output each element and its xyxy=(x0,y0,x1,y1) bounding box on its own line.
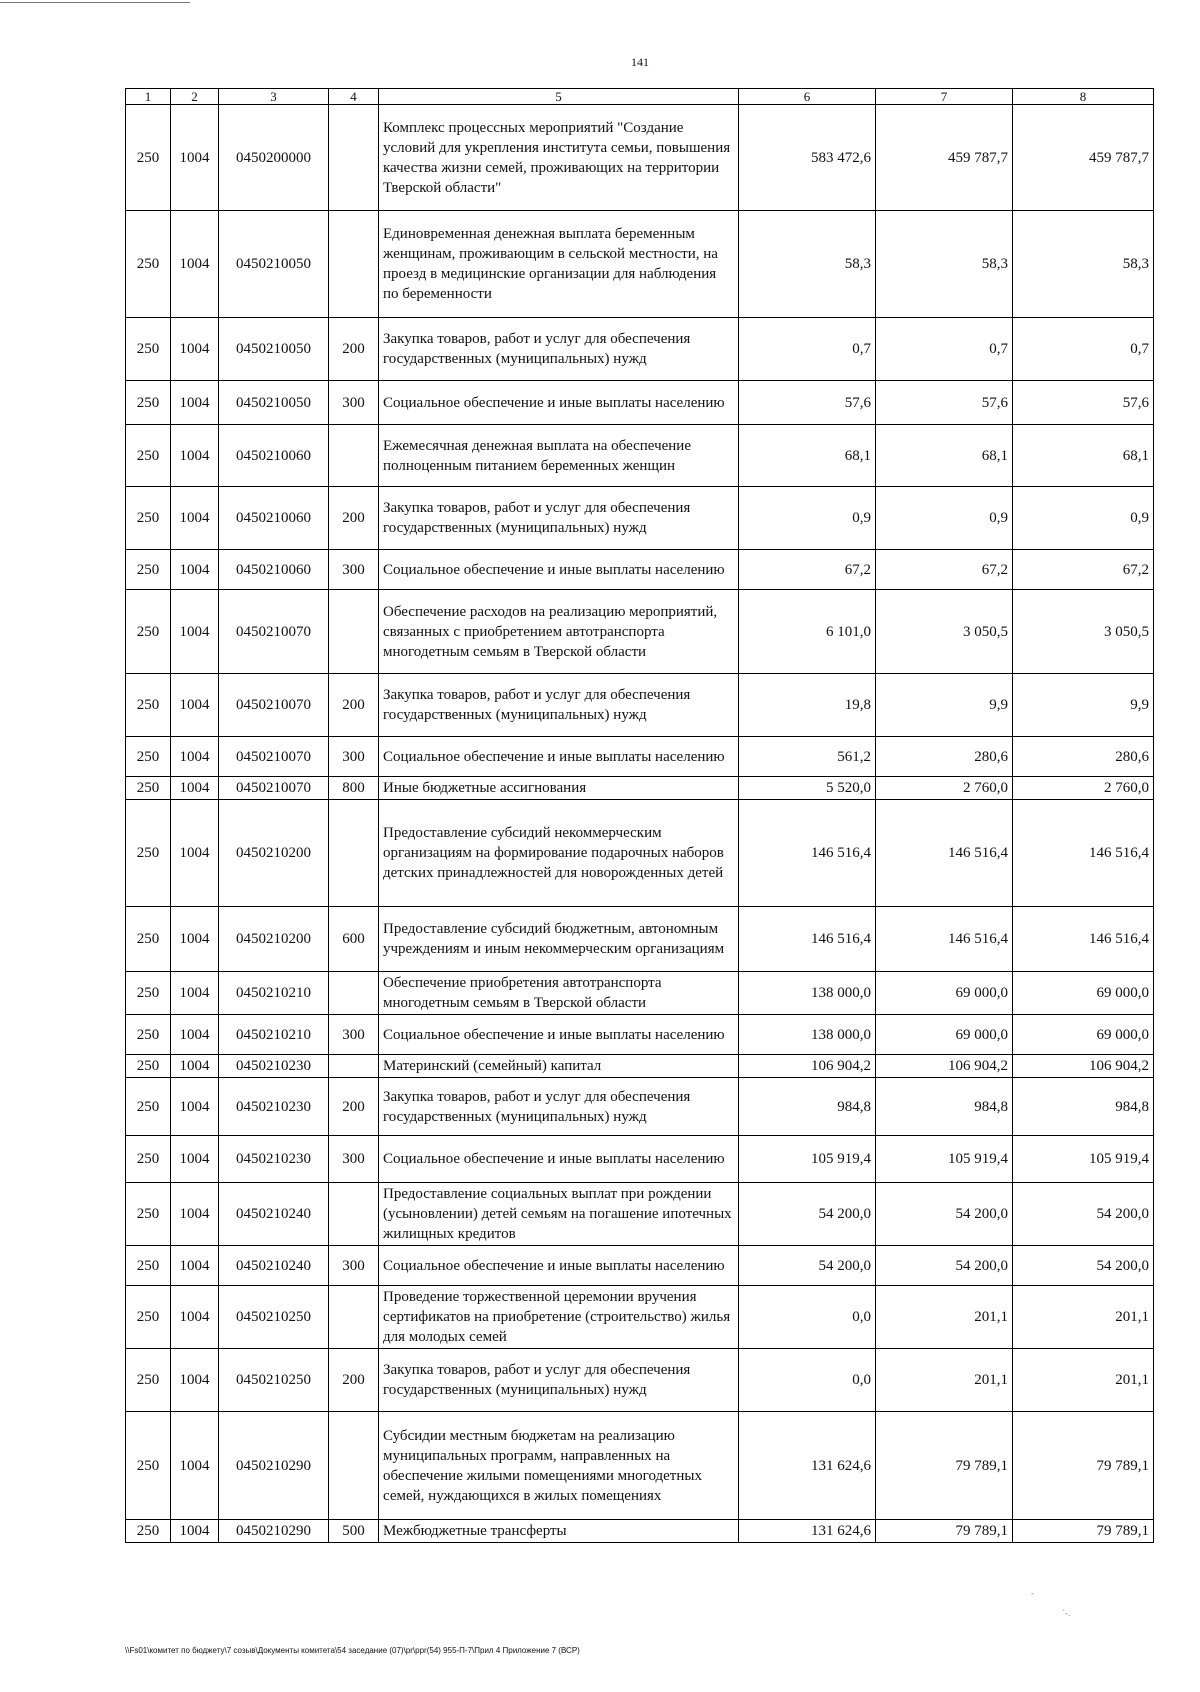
amount-col-6-cell: 105 919,4 xyxy=(739,1136,876,1183)
amount-col-8-cell: 67,2 xyxy=(1013,550,1154,590)
amount-col-7-cell: 79 789,1 xyxy=(876,1412,1013,1520)
table-row xyxy=(126,674,1154,737)
expense-type-code-cell: 300 xyxy=(329,737,379,777)
expense-type-code-cell: 300 xyxy=(329,550,379,590)
amount-col-6-cell: 0,0 xyxy=(739,1349,876,1412)
amount-col-6-cell: 984,8 xyxy=(739,1078,876,1136)
description-cell: Закупка товаров, работ и услуг для обеспечения государственных (муниципальных) нужд xyxy=(379,487,739,550)
section-code-cell: 1004 xyxy=(171,907,219,972)
target-article-code-cell: 0450210250 xyxy=(219,1349,329,1412)
table-row xyxy=(126,777,1154,800)
section-code-cell: 1004 xyxy=(171,105,219,211)
expense-type-code-cell: 300 xyxy=(329,1136,379,1183)
amount-col-6-cell: 5 520,0 xyxy=(739,777,876,800)
amount-col-6-cell: 106 904,2 xyxy=(739,1055,876,1078)
amount-col-6-cell: 138 000,0 xyxy=(739,1015,876,1055)
amount-col-6-cell: 19,8 xyxy=(739,674,876,737)
description-cell: Социальное обеспечение и иные выплаты населению xyxy=(379,1246,739,1286)
section-code-cell: 1004 xyxy=(171,381,219,425)
target-article-code-cell: 0450210250 xyxy=(219,1286,329,1349)
section-code-cell: 1004 xyxy=(171,318,219,381)
table-row xyxy=(126,1520,1154,1543)
rzpr-code-cell: 250 xyxy=(126,1520,171,1543)
amount-col-8-cell: 79 789,1 xyxy=(1013,1412,1154,1520)
rzpr-code-cell: 250 xyxy=(126,1136,171,1183)
table-row xyxy=(126,907,1154,972)
table-row xyxy=(126,972,1154,1015)
amount-col-7-cell: 201,1 xyxy=(876,1349,1013,1412)
expense-type-code-cell: 200 xyxy=(329,1078,379,1136)
amount-col-8-cell: 0,7 xyxy=(1013,318,1154,381)
amount-col-7-cell: 0,7 xyxy=(876,318,1013,381)
target-article-code-cell: 0450210070 xyxy=(219,737,329,777)
target-article-code-cell: 0450210070 xyxy=(219,777,329,800)
rzpr-code-cell: 250 xyxy=(126,1183,171,1246)
rzpr-code-cell: 250 xyxy=(126,737,171,777)
rzpr-code-cell: 250 xyxy=(126,907,171,972)
rzpr-code-cell: 250 xyxy=(126,777,171,800)
table-body xyxy=(126,105,1154,1543)
amount-col-8-cell: 459 787,7 xyxy=(1013,105,1154,211)
amount-col-8-cell: 2 760,0 xyxy=(1013,777,1154,800)
target-article-code-cell: 0450210230 xyxy=(219,1136,329,1183)
description-cell: Межбюджетные трансферты xyxy=(379,1520,739,1543)
amount-col-6-cell: 146 516,4 xyxy=(739,907,876,972)
rzpr-code-cell: 250 xyxy=(126,800,171,907)
expense-type-code-cell: 500 xyxy=(329,1520,379,1543)
description-cell: Социальное обеспечение и иные выплаты населению xyxy=(379,550,739,590)
amount-col-7-cell: 3 050,5 xyxy=(876,590,1013,674)
rzpr-code-cell: 250 xyxy=(126,1078,171,1136)
rzpr-code-cell: 250 xyxy=(126,1286,171,1349)
rzpr-code-cell: 250 xyxy=(126,318,171,381)
amount-col-6-cell: 58,3 xyxy=(739,211,876,318)
amount-col-8-cell: 57,6 xyxy=(1013,381,1154,425)
expense-type-code-cell xyxy=(329,1412,379,1520)
description-cell: Обеспечение расходов на реализацию мероприятий, связанных с приобретением автотранспорта многодетным семьям в Тверской области xyxy=(379,590,739,674)
table-row xyxy=(126,1246,1154,1286)
table-row xyxy=(126,381,1154,425)
expense-type-code-cell xyxy=(329,211,379,318)
description-cell: Предоставление социальных выплат при рождении (усыновлении) детей семьям на погашение ипотечных жилищных кредитов xyxy=(379,1183,739,1246)
amount-col-7-cell: 54 200,0 xyxy=(876,1246,1013,1286)
amount-col-7-cell: 9,9 xyxy=(876,674,1013,737)
rzpr-code-cell: 250 xyxy=(126,1349,171,1412)
table-row xyxy=(126,737,1154,777)
column-number-row xyxy=(126,89,1154,105)
expense-type-code-cell: 200 xyxy=(329,1349,379,1412)
amount-col-6-cell: 54 200,0 xyxy=(739,1246,876,1286)
description-cell: Субсидии местным бюджетам на реализацию муниципальных программ, направленных на обеспечение жилыми помещениями многодетных семей, нуждающихся в жилых помещениях xyxy=(379,1412,739,1520)
amount-col-6-cell: 6 101,0 xyxy=(739,590,876,674)
table-row xyxy=(126,1015,1154,1055)
amount-col-7-cell: 201,1 xyxy=(876,1286,1013,1349)
column-header-2: 2 xyxy=(171,89,219,105)
amount-col-7-cell: 106 904,2 xyxy=(876,1055,1013,1078)
table-row xyxy=(126,1078,1154,1136)
section-code-cell: 1004 xyxy=(171,1055,219,1078)
amount-col-7-cell: 54 200,0 xyxy=(876,1183,1013,1246)
amount-col-8-cell: 201,1 xyxy=(1013,1349,1154,1412)
rzpr-code-cell: 250 xyxy=(126,211,171,318)
amount-col-6-cell: 583 472,6 xyxy=(739,105,876,211)
amount-col-6-cell: 0,7 xyxy=(739,318,876,381)
description-cell: Предоставление субсидий некоммерческим организациям на формирование подарочных наборов детских принадлежностей для новорожденных детей xyxy=(379,800,739,907)
table-row xyxy=(126,590,1154,674)
table-row xyxy=(126,487,1154,550)
amount-col-7-cell: 68,1 xyxy=(876,425,1013,487)
amount-col-7-cell: 58,3 xyxy=(876,211,1013,318)
target-article-code-cell: 0450210200 xyxy=(219,907,329,972)
file-path-footer: \\Fs01\комитет по бюджету\7 созыв\Документы комитета\54 заседание (07)\pr\ppr(54) 955-П-7\Прил 4 Приложение 7 (ВСР) xyxy=(125,1646,580,1655)
amount-col-8-cell: 280,6 xyxy=(1013,737,1154,777)
amount-col-7-cell: 0,9 xyxy=(876,487,1013,550)
description-cell: Проведение торжественной церемонии вручения сертификатов на приобретение (строительство) жилья для молодых семей xyxy=(379,1286,739,1349)
table-row xyxy=(126,800,1154,907)
description-cell: Единовременная денежная выплата беременным женщинам, проживающим в сельской местности, на проезд в медицинские организации для наблюдения по беременности xyxy=(379,211,739,318)
section-code-cell: 1004 xyxy=(171,1136,219,1183)
description-cell: Обеспечение приобретения автотранспорта многодетным семьям в Тверской области xyxy=(379,972,739,1015)
rzpr-code-cell: 250 xyxy=(126,381,171,425)
amount-col-6-cell: 68,1 xyxy=(739,425,876,487)
amount-col-6-cell: 0,0 xyxy=(739,1286,876,1349)
top-rule xyxy=(0,2,190,3)
amount-col-6-cell: 67,2 xyxy=(739,550,876,590)
expense-type-code-cell xyxy=(329,1055,379,1078)
rzpr-code-cell: 250 xyxy=(126,590,171,674)
expense-type-code-cell xyxy=(329,972,379,1015)
page-number: 141 xyxy=(631,55,649,69)
expense-type-code-cell: 300 xyxy=(329,1246,379,1286)
expense-type-code-cell xyxy=(329,590,379,674)
rzpr-code-cell: 250 xyxy=(126,425,171,487)
expense-type-code-cell: 200 xyxy=(329,487,379,550)
amount-col-8-cell: 0,9 xyxy=(1013,487,1154,550)
rzpr-code-cell: 250 xyxy=(126,674,171,737)
column-header-8: 8 xyxy=(1013,89,1154,105)
rzpr-code-cell: 250 xyxy=(126,550,171,590)
target-article-code-cell: 0450210240 xyxy=(219,1183,329,1246)
target-article-code-cell: 0450210210 xyxy=(219,972,329,1015)
amount-col-6-cell: 0,9 xyxy=(739,487,876,550)
target-article-code-cell: 0450210050 xyxy=(219,211,329,318)
target-article-code-cell: 0450210070 xyxy=(219,674,329,737)
amount-col-7-cell: 105 919,4 xyxy=(876,1136,1013,1183)
target-article-code-cell: 0450210060 xyxy=(219,487,329,550)
expense-type-code-cell: 200 xyxy=(329,318,379,381)
target-article-code-cell: 0450210210 xyxy=(219,1015,329,1055)
amount-col-8-cell: 105 919,4 xyxy=(1013,1136,1154,1183)
section-code-cell: 1004 xyxy=(171,1349,219,1412)
amount-col-8-cell: 79 789,1 xyxy=(1013,1520,1154,1543)
amount-col-8-cell: 58,3 xyxy=(1013,211,1154,318)
section-code-cell: 1004 xyxy=(171,777,219,800)
target-article-code-cell: 0450210070 xyxy=(219,590,329,674)
amount-col-7-cell: 459 787,7 xyxy=(876,105,1013,211)
expense-type-code-cell xyxy=(329,1286,379,1349)
amount-col-6-cell: 146 516,4 xyxy=(739,800,876,907)
column-header-7: 7 xyxy=(876,89,1013,105)
table-row xyxy=(126,1183,1154,1246)
target-article-code-cell: 0450200000 xyxy=(219,105,329,211)
amount-col-7-cell: 146 516,4 xyxy=(876,907,1013,972)
section-code-cell: 1004 xyxy=(171,800,219,907)
description-cell: Предоставление субсидий бюджетным, автономным учреждениям и иным некоммерческим организациям xyxy=(379,907,739,972)
target-article-code-cell: 0450210050 xyxy=(219,318,329,381)
expense-type-code-cell xyxy=(329,105,379,211)
rzpr-code-cell: 250 xyxy=(126,972,171,1015)
target-article-code-cell: 0450210200 xyxy=(219,800,329,907)
section-code-cell: 1004 xyxy=(171,1412,219,1520)
amount-col-8-cell: 68,1 xyxy=(1013,425,1154,487)
target-article-code-cell: 0450210050 xyxy=(219,381,329,425)
section-code-cell: 1004 xyxy=(171,590,219,674)
section-code-cell: 1004 xyxy=(171,1520,219,1543)
amount-col-6-cell: 561,2 xyxy=(739,737,876,777)
section-code-cell: 1004 xyxy=(171,1015,219,1055)
rzpr-code-cell: 250 xyxy=(126,1246,171,1286)
table-row xyxy=(126,1286,1154,1349)
amount-col-6-cell: 57,6 xyxy=(739,381,876,425)
column-header-6: 6 xyxy=(739,89,876,105)
description-cell: Закупка товаров, работ и услуг для обеспечения государственных (муниципальных) нужд xyxy=(379,1078,739,1136)
expense-type-code-cell: 600 xyxy=(329,907,379,972)
amount-col-8-cell: 146 516,4 xyxy=(1013,800,1154,907)
description-cell: Социальное обеспечение и иные выплаты населению xyxy=(379,1136,739,1183)
amount-col-8-cell: 106 904,2 xyxy=(1013,1055,1154,1078)
amount-col-8-cell: 9,9 xyxy=(1013,674,1154,737)
amount-col-8-cell: 54 200,0 xyxy=(1013,1183,1154,1246)
rzpr-code-cell: 250 xyxy=(126,1015,171,1055)
expense-type-code-cell: 300 xyxy=(329,1015,379,1055)
table-row xyxy=(126,1412,1154,1520)
amount-col-6-cell: 54 200,0 xyxy=(739,1183,876,1246)
amount-col-8-cell: 69 000,0 xyxy=(1013,972,1154,1015)
amount-col-7-cell: 2 760,0 xyxy=(876,777,1013,800)
section-code-cell: 1004 xyxy=(171,972,219,1015)
target-article-code-cell: 0450210230 xyxy=(219,1055,329,1078)
expense-type-code-cell: 200 xyxy=(329,674,379,737)
description-cell: Ежемесячная денежная выплата на обеспечение полноценным питанием беременных женщин xyxy=(379,425,739,487)
scan-mark: - xyxy=(1031,1588,1034,1598)
amount-col-7-cell: 79 789,1 xyxy=(876,1520,1013,1543)
table-row xyxy=(126,318,1154,381)
amount-col-7-cell: 146 516,4 xyxy=(876,800,1013,907)
description-cell: Социальное обеспечение и иные выплаты населению xyxy=(379,1015,739,1055)
section-code-cell: 1004 xyxy=(171,487,219,550)
section-code-cell: 1004 xyxy=(171,550,219,590)
rzpr-code-cell: 250 xyxy=(126,1055,171,1078)
table-row xyxy=(126,1136,1154,1183)
section-code-cell: 1004 xyxy=(171,1183,219,1246)
rzpr-code-cell: 250 xyxy=(126,487,171,550)
target-article-code-cell: 0450210060 xyxy=(219,550,329,590)
amount-col-7-cell: 69 000,0 xyxy=(876,972,1013,1015)
amount-col-7-cell: 67,2 xyxy=(876,550,1013,590)
column-header-1: 1 xyxy=(126,89,171,105)
section-code-cell: 1004 xyxy=(171,1246,219,1286)
table-row xyxy=(126,211,1154,318)
amount-col-8-cell: 69 000,0 xyxy=(1013,1015,1154,1055)
amount-col-8-cell: 54 200,0 xyxy=(1013,1246,1154,1286)
expense-type-code-cell: 800 xyxy=(329,777,379,800)
amount-col-7-cell: 984,8 xyxy=(876,1078,1013,1136)
description-cell: Закупка товаров, работ и услуг для обеспечения государственных (муниципальных) нужд xyxy=(379,1349,739,1412)
table-row xyxy=(126,550,1154,590)
amount-col-8-cell: 3 050,5 xyxy=(1013,590,1154,674)
description-cell: Социальное обеспечение и иные выплаты населению xyxy=(379,737,739,777)
amount-col-7-cell: 69 000,0 xyxy=(876,1015,1013,1055)
section-code-cell: 1004 xyxy=(171,737,219,777)
table-row xyxy=(126,105,1154,211)
column-header-4: 4 xyxy=(329,89,379,105)
amount-col-8-cell: 984,8 xyxy=(1013,1078,1154,1136)
section-code-cell: 1004 xyxy=(171,674,219,737)
expense-type-code-cell: 300 xyxy=(329,381,379,425)
column-header-5: 5 xyxy=(379,89,739,105)
target-article-code-cell: 0450210290 xyxy=(219,1412,329,1520)
amount-col-8-cell: 146 516,4 xyxy=(1013,907,1154,972)
expense-type-code-cell xyxy=(329,425,379,487)
target-article-code-cell: 0450210230 xyxy=(219,1078,329,1136)
target-article-code-cell: 0450210290 xyxy=(219,1520,329,1543)
amount-col-6-cell: 131 624,6 xyxy=(739,1412,876,1520)
amount-col-7-cell: 57,6 xyxy=(876,381,1013,425)
column-header-3: 3 xyxy=(219,89,329,105)
description-cell: Закупка товаров, работ и услуг для обеспечения государственных (муниципальных) нужд xyxy=(379,674,739,737)
description-cell: Иные бюджетные ассигнования xyxy=(379,777,739,800)
rzpr-code-cell: 250 xyxy=(126,1412,171,1520)
table-row xyxy=(126,425,1154,487)
description-cell: Комплекс процессных мероприятий "Создание условий для укрепления института семьи, повышения качества жизни семей, проживающих на территории Тверской области" xyxy=(379,105,739,211)
section-code-cell: 1004 xyxy=(171,425,219,487)
description-cell: Закупка товаров, работ и услуг для обеспечения государственных (муниципальных) нужд xyxy=(379,318,739,381)
target-article-code-cell: 0450210060 xyxy=(219,425,329,487)
section-code-cell: 1004 xyxy=(171,1286,219,1349)
target-article-code-cell: 0450210240 xyxy=(219,1246,329,1286)
scan-mark: `-. xyxy=(1062,1608,1071,1618)
section-code-cell: 1004 xyxy=(171,211,219,318)
description-cell: Социальное обеспечение и иные выплаты населению xyxy=(379,381,739,425)
table-row xyxy=(126,1349,1154,1412)
amount-col-7-cell: 280,6 xyxy=(876,737,1013,777)
rzpr-code-cell: 250 xyxy=(126,105,171,211)
description-cell: Материнский (семейный) капитал xyxy=(379,1055,739,1078)
amount-col-6-cell: 131 624,6 xyxy=(739,1520,876,1543)
budget-table xyxy=(125,88,1154,1543)
expense-type-code-cell xyxy=(329,800,379,907)
expense-type-code-cell xyxy=(329,1183,379,1246)
table-row xyxy=(126,1055,1154,1078)
amount-col-8-cell: 201,1 xyxy=(1013,1286,1154,1349)
amount-col-6-cell: 138 000,0 xyxy=(739,972,876,1015)
section-code-cell: 1004 xyxy=(171,1078,219,1136)
